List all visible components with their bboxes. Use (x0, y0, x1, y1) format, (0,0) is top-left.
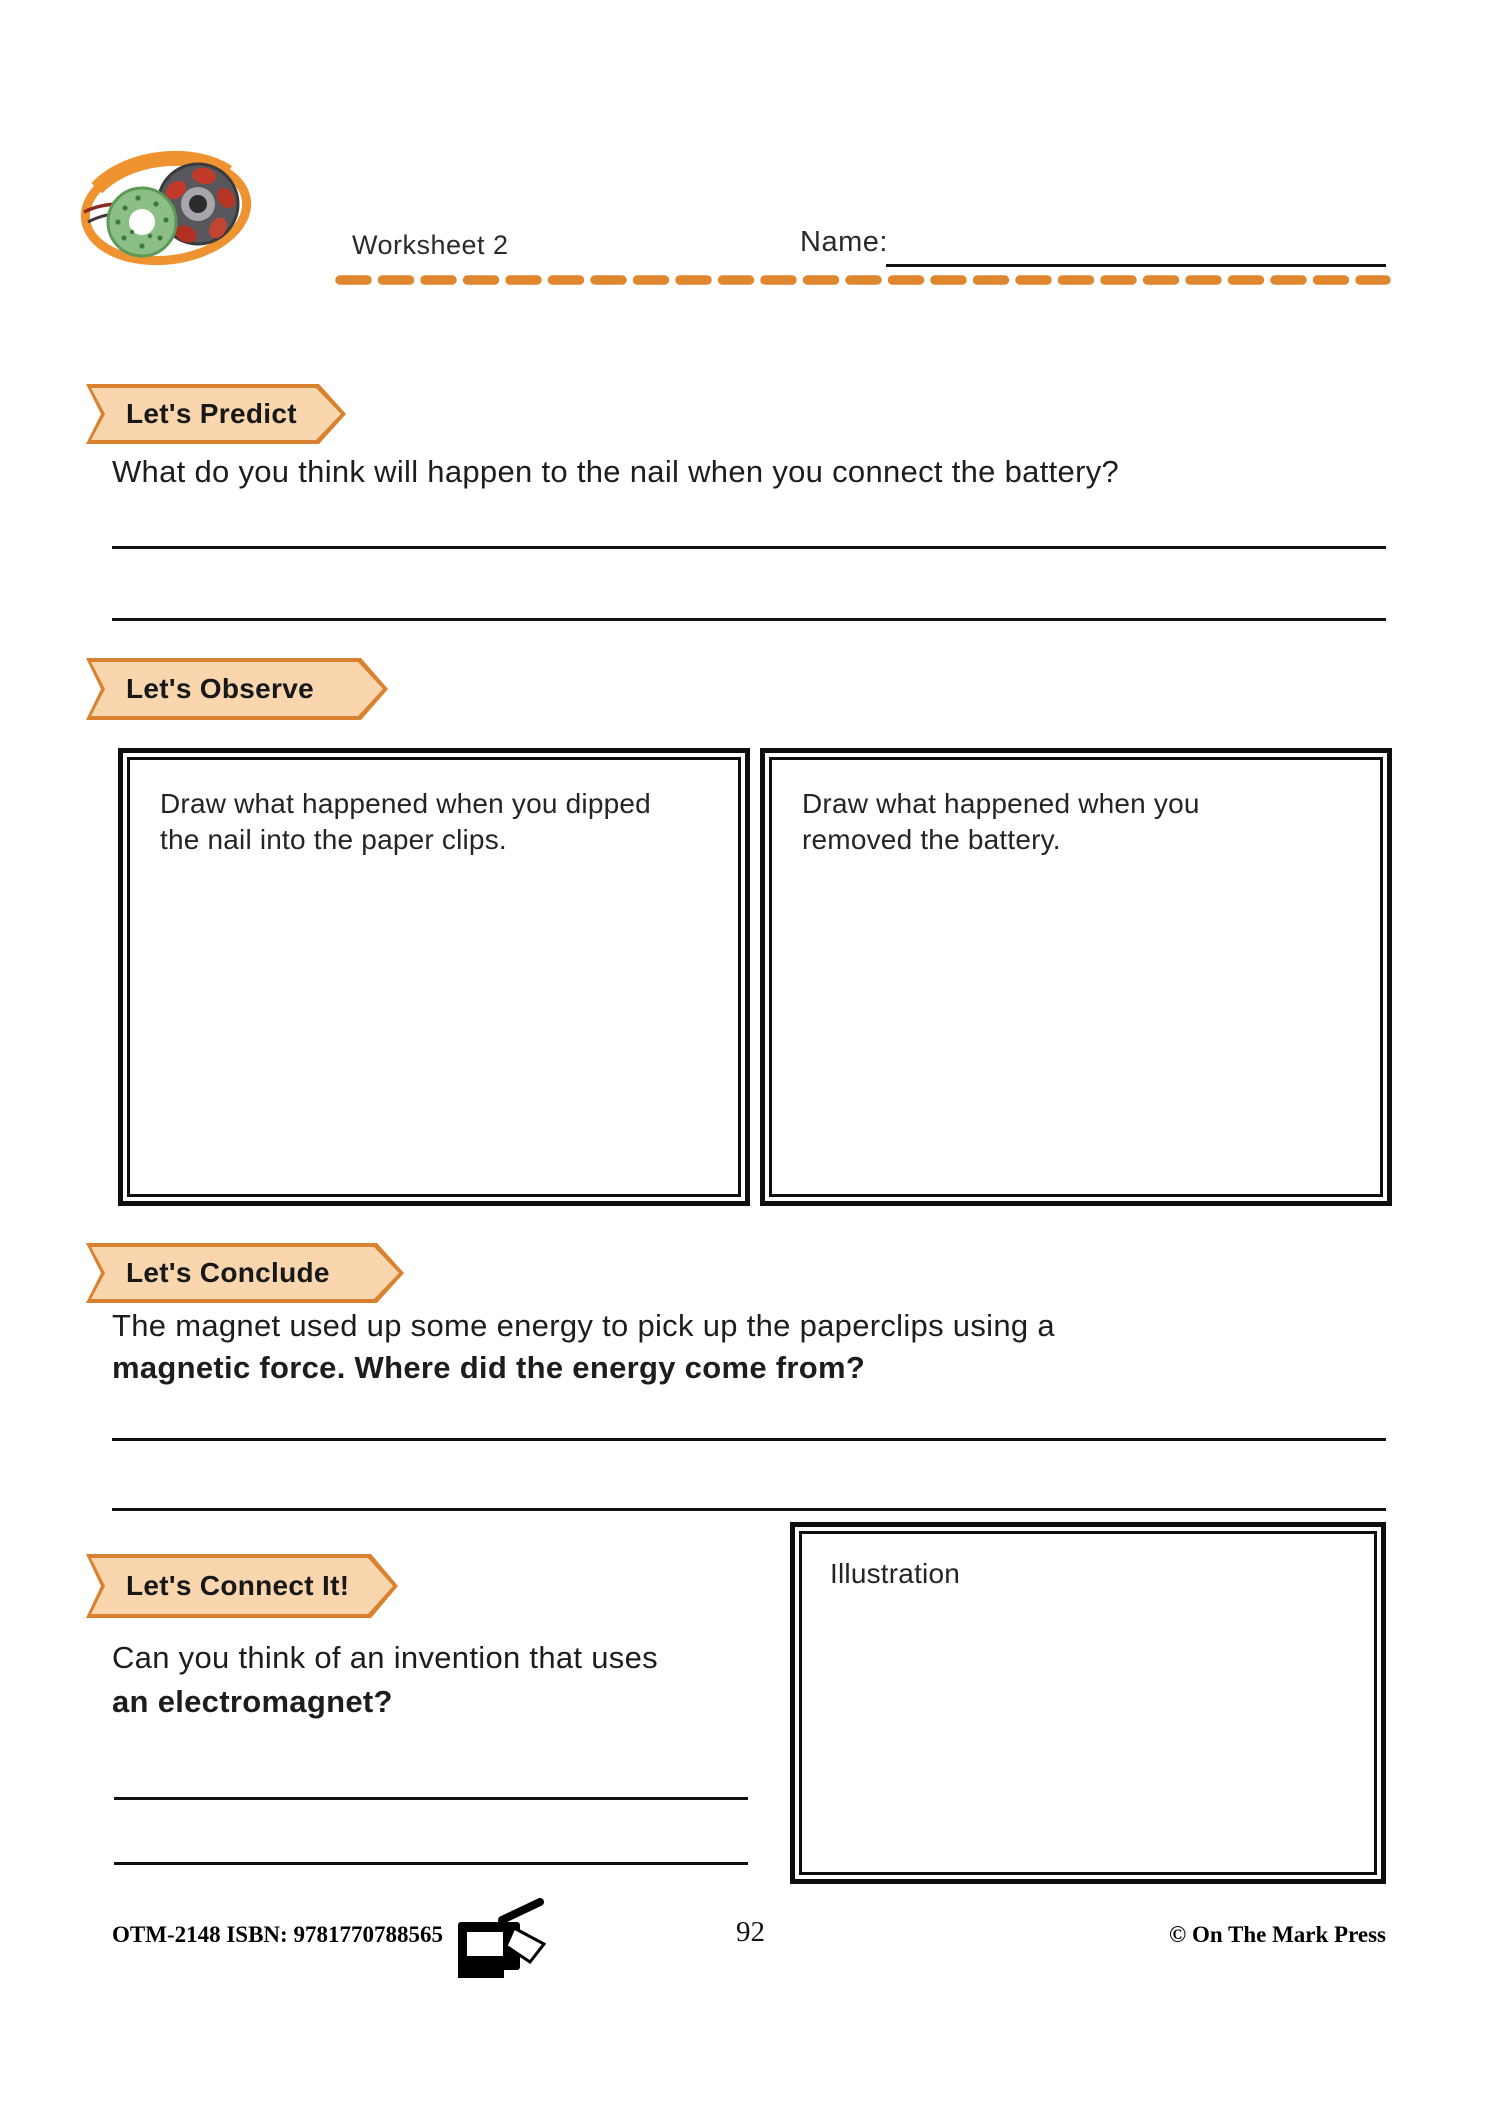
lets-predict-banner (86, 384, 346, 444)
copyright-text: © On The Mark Press (1169, 1922, 1386, 1947)
name-write-line[interactable] (886, 234, 1386, 267)
illustration-box[interactable] (790, 1522, 1386, 1884)
lets-conclude-banner-label: Let's Conclude (126, 1257, 330, 1288)
connect-prompt-line-2: an electromagnet? (112, 1684, 393, 1719)
observe-box-caption-1: Draw what happened when you dipped the nail into the paper clips. (160, 788, 651, 856)
draw-area[interactable] (769, 757, 1383, 1197)
worksheet-number-label: Worksheet 2 (352, 230, 509, 260)
isbn-text: OTM-2148 ISBN: 9781770788565 (112, 1922, 443, 1947)
lets-observe-banner (86, 658, 388, 720)
connect-answer-line-1[interactable] (114, 1767, 748, 1800)
photocopier-icon (452, 1898, 546, 1984)
lets-connect-it-banner-label: Let's Connect It! (126, 1570, 350, 1601)
lets-predict-banner-label: Let's Predict (126, 398, 297, 429)
observe-box-caption-2: Draw what happened when you removed the battery. (802, 788, 1200, 856)
conclude-prompt-line-1: The magnet used up some energy to pick up the paperclips using a (112, 1308, 1055, 1343)
conclude-answer-line-2[interactable] (112, 1478, 1386, 1511)
page-number: 92 (736, 1916, 765, 1948)
lets-conclude-banner (86, 1243, 404, 1303)
connect-prompt-line-1: Can you think of an invention that uses (112, 1640, 658, 1675)
predict-answer-line-2[interactable] (112, 588, 1386, 621)
observe-draw-box-dipped[interactable] (118, 748, 750, 1206)
connect-answer-line-2[interactable] (114, 1832, 748, 1865)
conclude-prompt-line-2: magnetic force. Where did the energy come from? (112, 1350, 866, 1385)
dashed-divider (332, 272, 1394, 288)
name-label: Name: (800, 226, 888, 258)
illustration-draw-area[interactable] (799, 1531, 1377, 1875)
predict-answer-line-1[interactable] (112, 516, 1386, 549)
lets-observe-banner-label: Let's Observe (126, 673, 314, 704)
lets-connect-it-banner (86, 1554, 398, 1618)
illustration-label: Illustration (830, 1558, 961, 1589)
observe-draw-box-removed[interactable] (760, 748, 1392, 1206)
electromagnet-logo (80, 146, 252, 268)
predict-question: What do you think will happen to the nail when you connect the battery? (112, 454, 1120, 489)
conclude-answer-line-1[interactable] (112, 1408, 1386, 1441)
draw-area[interactable] (127, 757, 741, 1197)
